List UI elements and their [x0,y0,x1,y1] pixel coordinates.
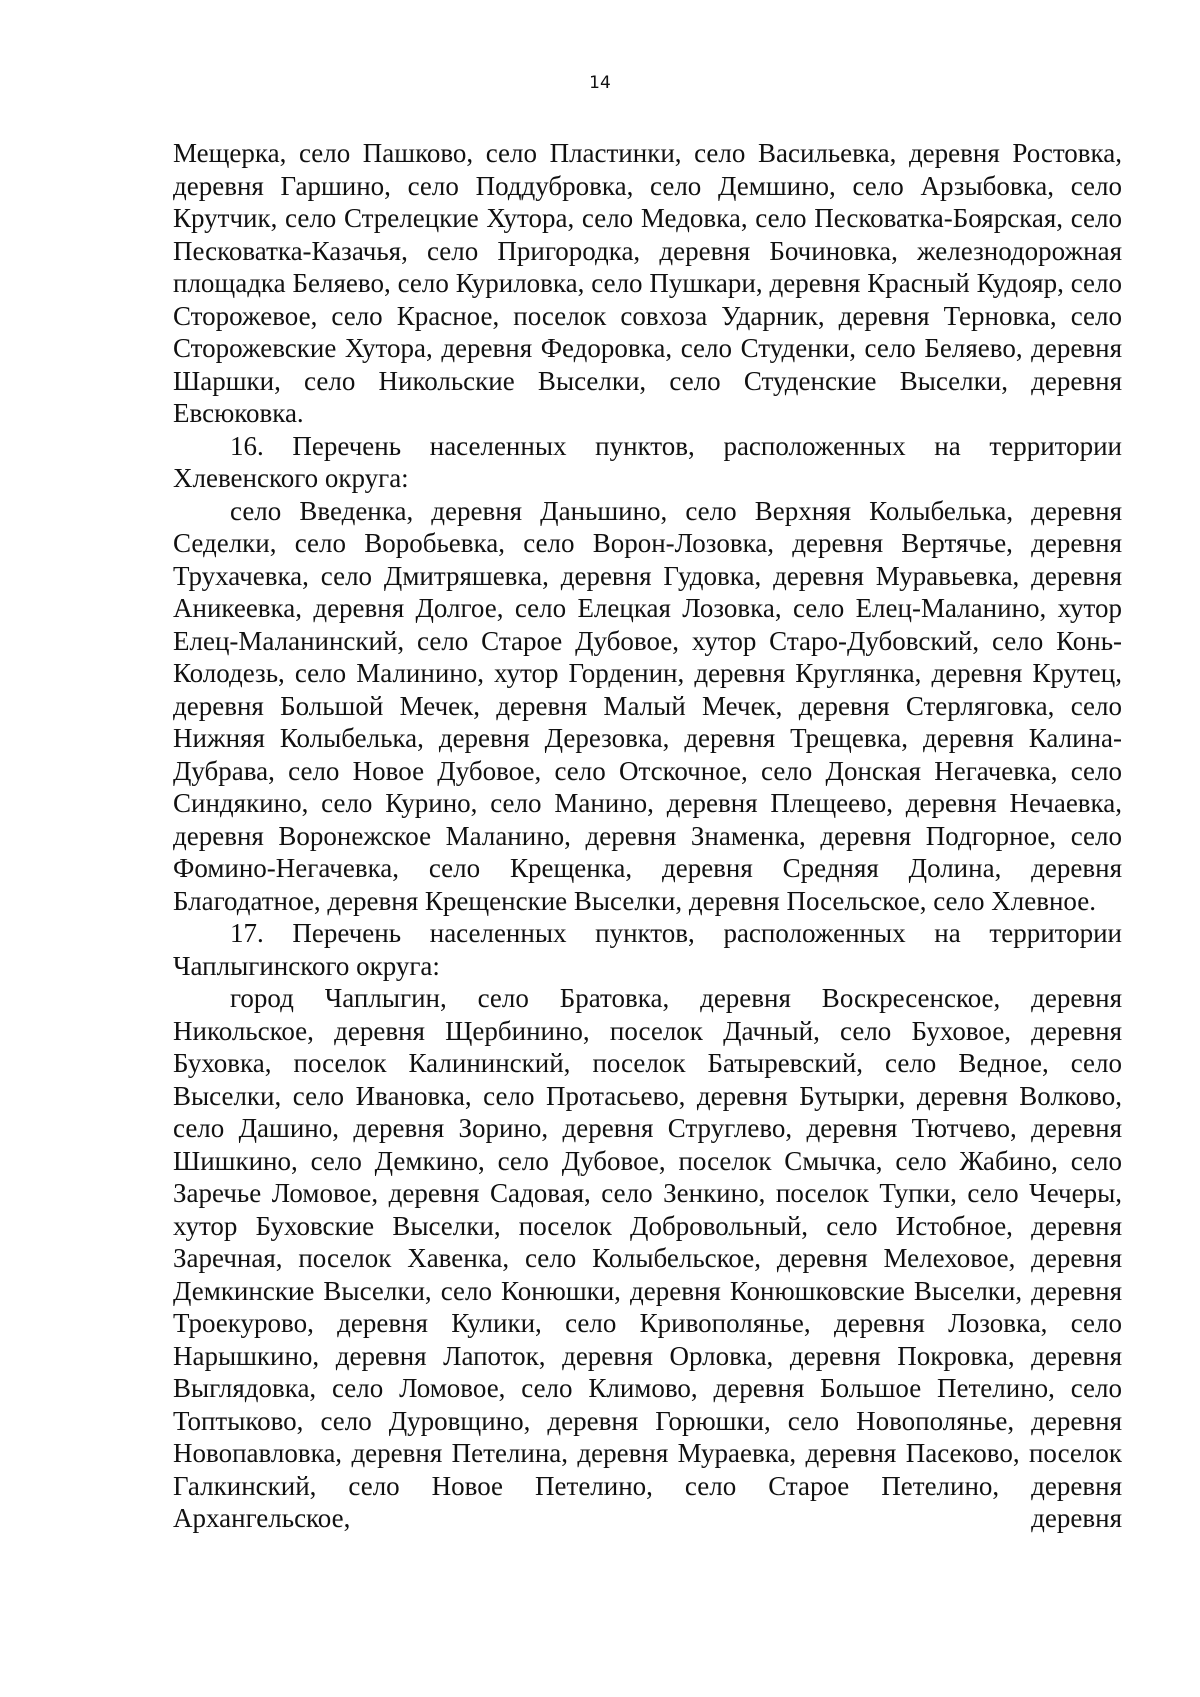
document-body [173,137,1122,1535]
section-17-heading: 17. Перечень населенных пунктов, расположенных на территории Чаплыгинского округа: [173,918,1122,981]
section-16-heading: 16. Перечень населенных пунктов, расположенных на территории Хлевенского округа: [173,430,1122,493]
section-16-settlement-list: село Введенка, деревня Даньшино, село Верхняя Колыбелька, деревня Седелки, село Воробьевка, село Ворон-Лозовка, деревня Вертячье, деревня Трухачевка, село Дмитряшевка, деревня Гудовка, деревня Муравьевка, деревня Аникеевка, деревня Долгое, село Елецкая Лозовка, село Елец-Маланино, хутор Елец-Маланинский, село Старое Дубовое, хутор Старо-Дубовский, село Конь-Колодезь, село Малинино, хутор Горденин, деревня Круглянка, деревня Крутец, деревня Большой Мечек, деревня Малый Мечек, деревня Стерляговка, село Нижняя Колыбелька, деревня Дерезовка, деревня Трещевка, деревня Калина-Дубрава, село Новое Дубовое, село Отскочное, село Донская Негачевка, село Синдякино, село Курино, село Манино, деревня Плещеево, деревня Нечаевка, деревня Воронежское Маланино, деревня Знаменка, деревня Подгорное, село Фомино-Негачевка, село Крещенка, деревня Средняя Долина, деревня Благодатное, деревня Крещенские Выселки, деревня Посельское, село Хлевное. [173,495,1122,916]
section-17-settlement-list: город Чаплыгин, село Братовка, деревня Воскресенское, деревня Никольское, деревня Щербинино, поселок Дачный, село Буховое, деревня Буховка, поселок Калининский, поселок Батыревский, село Ведное, село Выселки, село Ивановка, село Протасьево, деревня Бутырки, деревня Волково, село Дашино, деревня Зорино, деревня Струглево, деревня Тютчево, деревня Шишкино, село Демкино, село Дубовое, поселок Смычка, село Жабино, село Заречье Ломовое, деревня Садовая, село Зенкино, поселок Тупки, село Чечеры, хутор Буховские Выселки, поселок Добровольный, село Истобное, деревня Заречная, поселок Хавенка, село Колыбельское, деревня Мелеховое, деревня Демкинские Выселки, село Конюшки, деревня Конюшковские Выселки, деревня Троекурово, деревня Кулики, село Кривополянье, деревня Лозовка, село Нарышкино, деревня Лапоток, деревня Орловка, деревня Покровка, деревня Выглядовка, село Ломовое, село Климово, деревня Большое Петелино, село Топтыково, село Дуровщино, деревня Горюшки, село Новополянье, деревня Новопавловка, деревня Петелина, деревня Мураевка, деревня Пасеково, поселок Галкинский, село Новое Петелино, село Старое Петелино, деревня Архангельское, деревня [173,983,1122,1533]
page-number: 14 [589,73,611,93]
continuation-paragraph: Мещерка, село Пашково, село Пластинки, село Васильевка, деревня Ростовка, деревня Гаршино, село Поддубровка, село Демшино, село Арзыбовка, село Крутчик, село Стрелецкие Хутора, село Медовка, село Песковатка-Боярская, село Песковатка-Казачья, село Пригородка, деревня Бочиновка, железнодорожная площадка Беляево, село Куриловка, село Пушкари, деревня Красный Кудояр, село Сторожевое, село Красное, поселок совхоза Ударник, деревня Терновка, село Сторожевские Хутора, деревня Федоровка, село Студенки, село Беляево, деревня Шаршки, село Никольские Выселки, село Студенские Выселки, деревня Евсюковка. [173,138,1122,428]
